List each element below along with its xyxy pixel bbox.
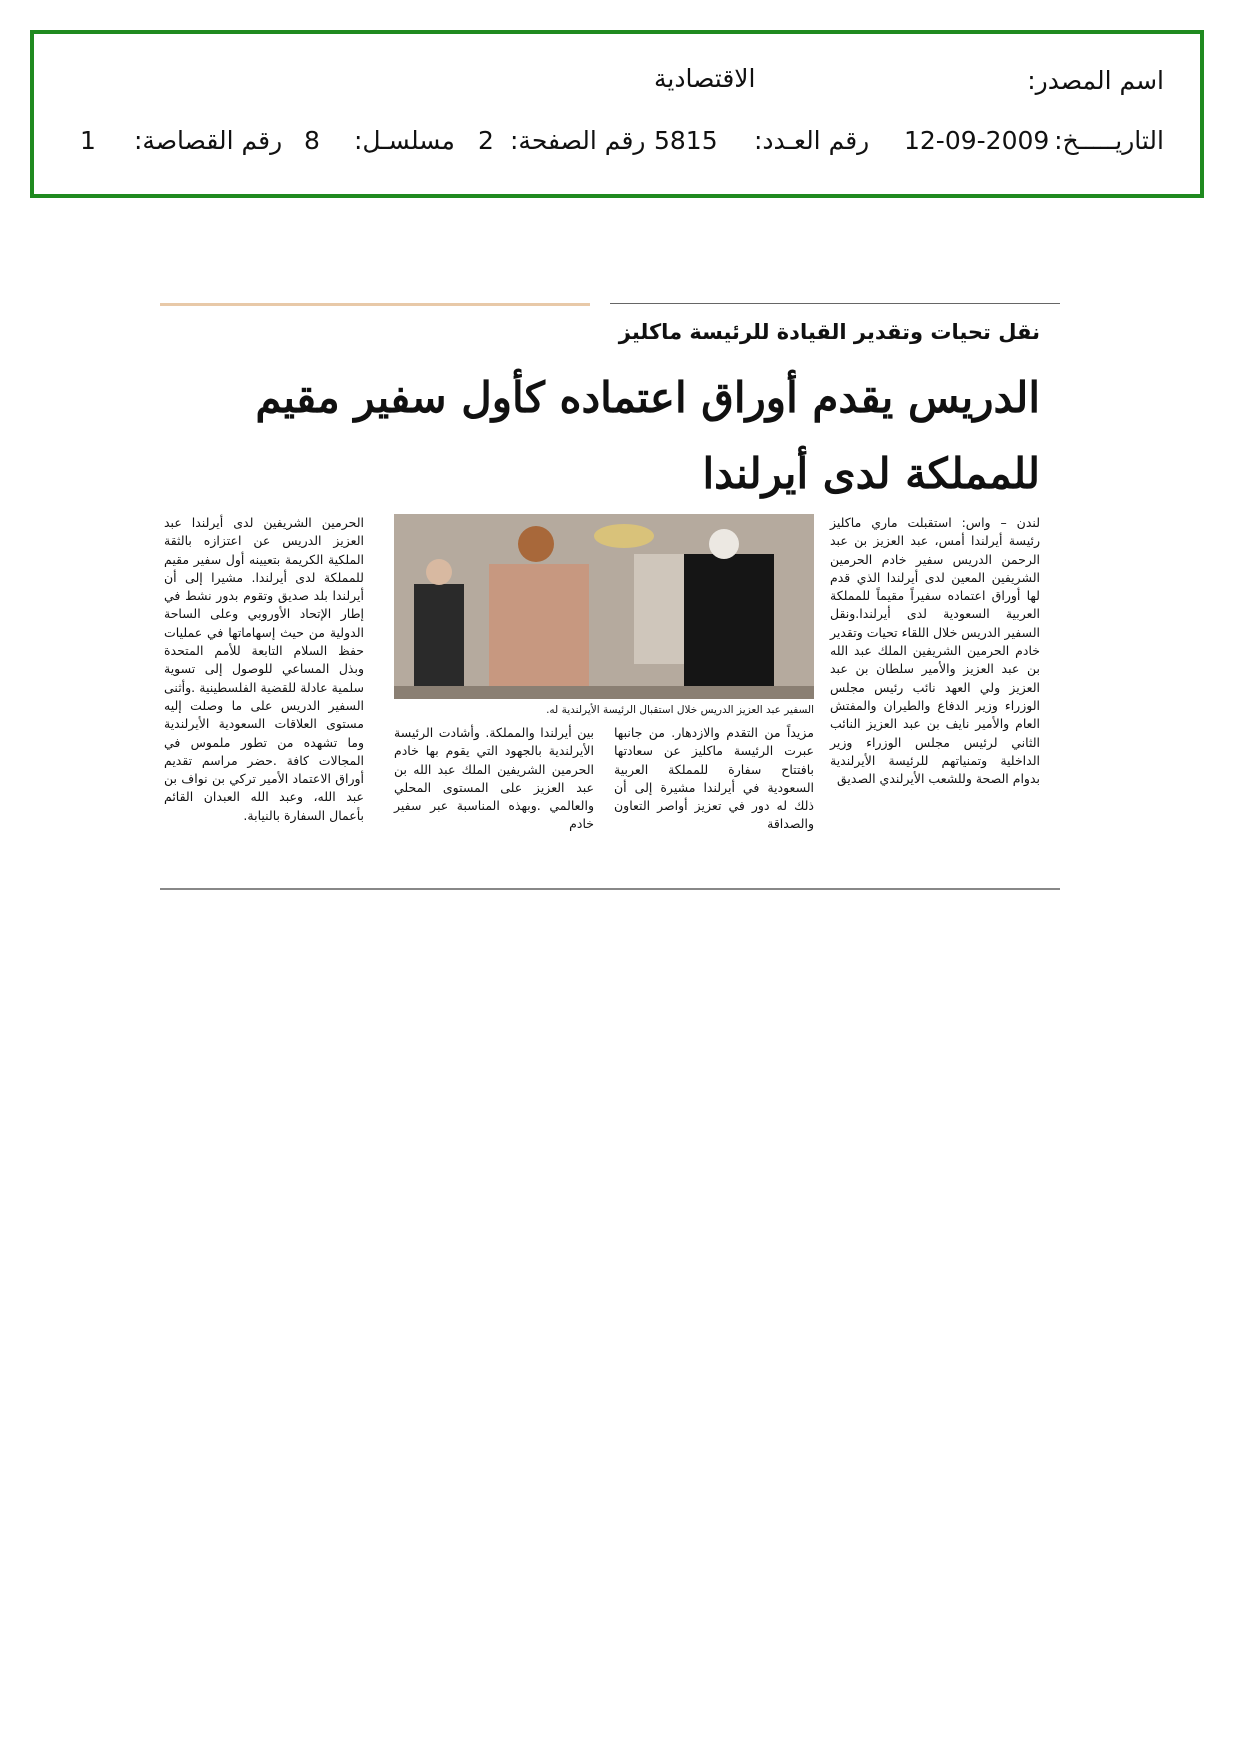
serial-value: 8 (304, 126, 320, 155)
issue-label: رقم العـدد: (754, 126, 870, 155)
newspaper-clipping (160, 300, 1060, 900)
article-headline: الدريس يقدم أوراق اعتماده كأول سفير مقيم للمملكة لدى أيرلندا (255, 373, 1040, 498)
article-column-2: مزيداً من التقدم والازدهار. من جانبها عبرت الرئيسة ماكليز عن سعادتها بافتتاح سفارة للمملكة العربية السعودية في أيرلندا مشيرة إلى أن ذلك له دور في تعزيز أواصر التعاون والصداقة (614, 725, 814, 832)
photo-caption: السفير عبد العزيز الدريس خلال استقبال الرئيسة الأيرلندية له. (546, 704, 814, 716)
top-rule-right (610, 303, 1060, 304)
article-column-3: بين أيرلندا والمملكة. وأشادت الرئيسة الأيرلندية بالجهود التي يقوم بها خادم الحرمين الشريفين الملك عبد الله بن عبد العزيز على المستوى المحلي والعالمي .وبهذه المناسبة عبر سفير خادم (394, 725, 594, 832)
article-photo (394, 514, 814, 699)
source-label: اسم المصدر: (1027, 66, 1164, 95)
clip-label: رقم القصاصة: (134, 126, 283, 155)
photo-illustration (394, 514, 814, 699)
issue-value: 5815 (654, 126, 718, 155)
article-column-1: لندن – واس: استقبلت ماري ماكليز رئيسة أيرلندا أمس، عبد العزيز بن عبد الرحمن الدريس سفير خادم الحرمين الشريفين المعين لدى أيرلندا الذي قدم لها أوراق اعتماده سفيراً مقيماً للمملكة العربية السعودية لدى أيرلندا.ونقل السفير الدريس خلال اللقاء تحيات وتقدير خادم الحرمين الشريفين الملك عبد الله بن عبد العزيز والأمير سلطان بن عبد العزيز ولي العهد نائب رئيس مجلس الوزراء وزير الدفاع والطيران والمفتش العام والأمير نايف بن عبد العزيز النائب الثاني لرئيس مجلس الوزراء وزير الداخلية وتمنياتهم للرئيسة الأيرلندية بدوام الصحة وللشعب الأيرلندي الصديق (830, 515, 1040, 787)
article-kicker: نقل تحيات وتقدير القيادة للرئيسة ماكليز (618, 320, 1040, 344)
bottom-rule (160, 888, 1060, 890)
page-value: 2 (478, 126, 494, 155)
source-value: الاقتصادية (654, 64, 756, 93)
article-column-4: الحرمين الشريفين لدى أيرلندا عبد العزيز الدريس عن اعتزازه بالثقة الملكية الكريمة بتعيينه أول سفير مقيم للمملكة لدى أيرلندا. مشيرا إلى أن أيرلندا بلد صديق وتقوم بدور نشط في إطار الإتحاد الأوروبي وعلى الساحة الدولية من حيث إسهاماتها في عمليات حفظ السلام التابعة للأمم المتحدة وبذل المساعي للوصول إلى تسوية سلمية عادلة للقضية الفلسطينية .وأثنى السفير الدريس على ما وصلت إليه مستوى العلاقات السعودية الأيرلندية وما تشهده من تطور ملموس في المجالات كافة .حضر مراسم تقديم أوراق الاعتماد الأمير تركي بن نواف بن عبد الله، وعبد الله العبدان القائم بأعمال السفارة بالنيابة. (164, 515, 364, 823)
top-rule-left (160, 303, 590, 306)
clipping-header-box (30, 30, 1204, 198)
date-label: التاريـــــخ: (1054, 126, 1164, 155)
page-label: رقم الصفحة: (510, 126, 646, 155)
serial-label: مسلسـل: (354, 126, 455, 155)
date-value: 12-09-2009 (904, 126, 1050, 155)
clip-value: 1 (80, 126, 96, 155)
